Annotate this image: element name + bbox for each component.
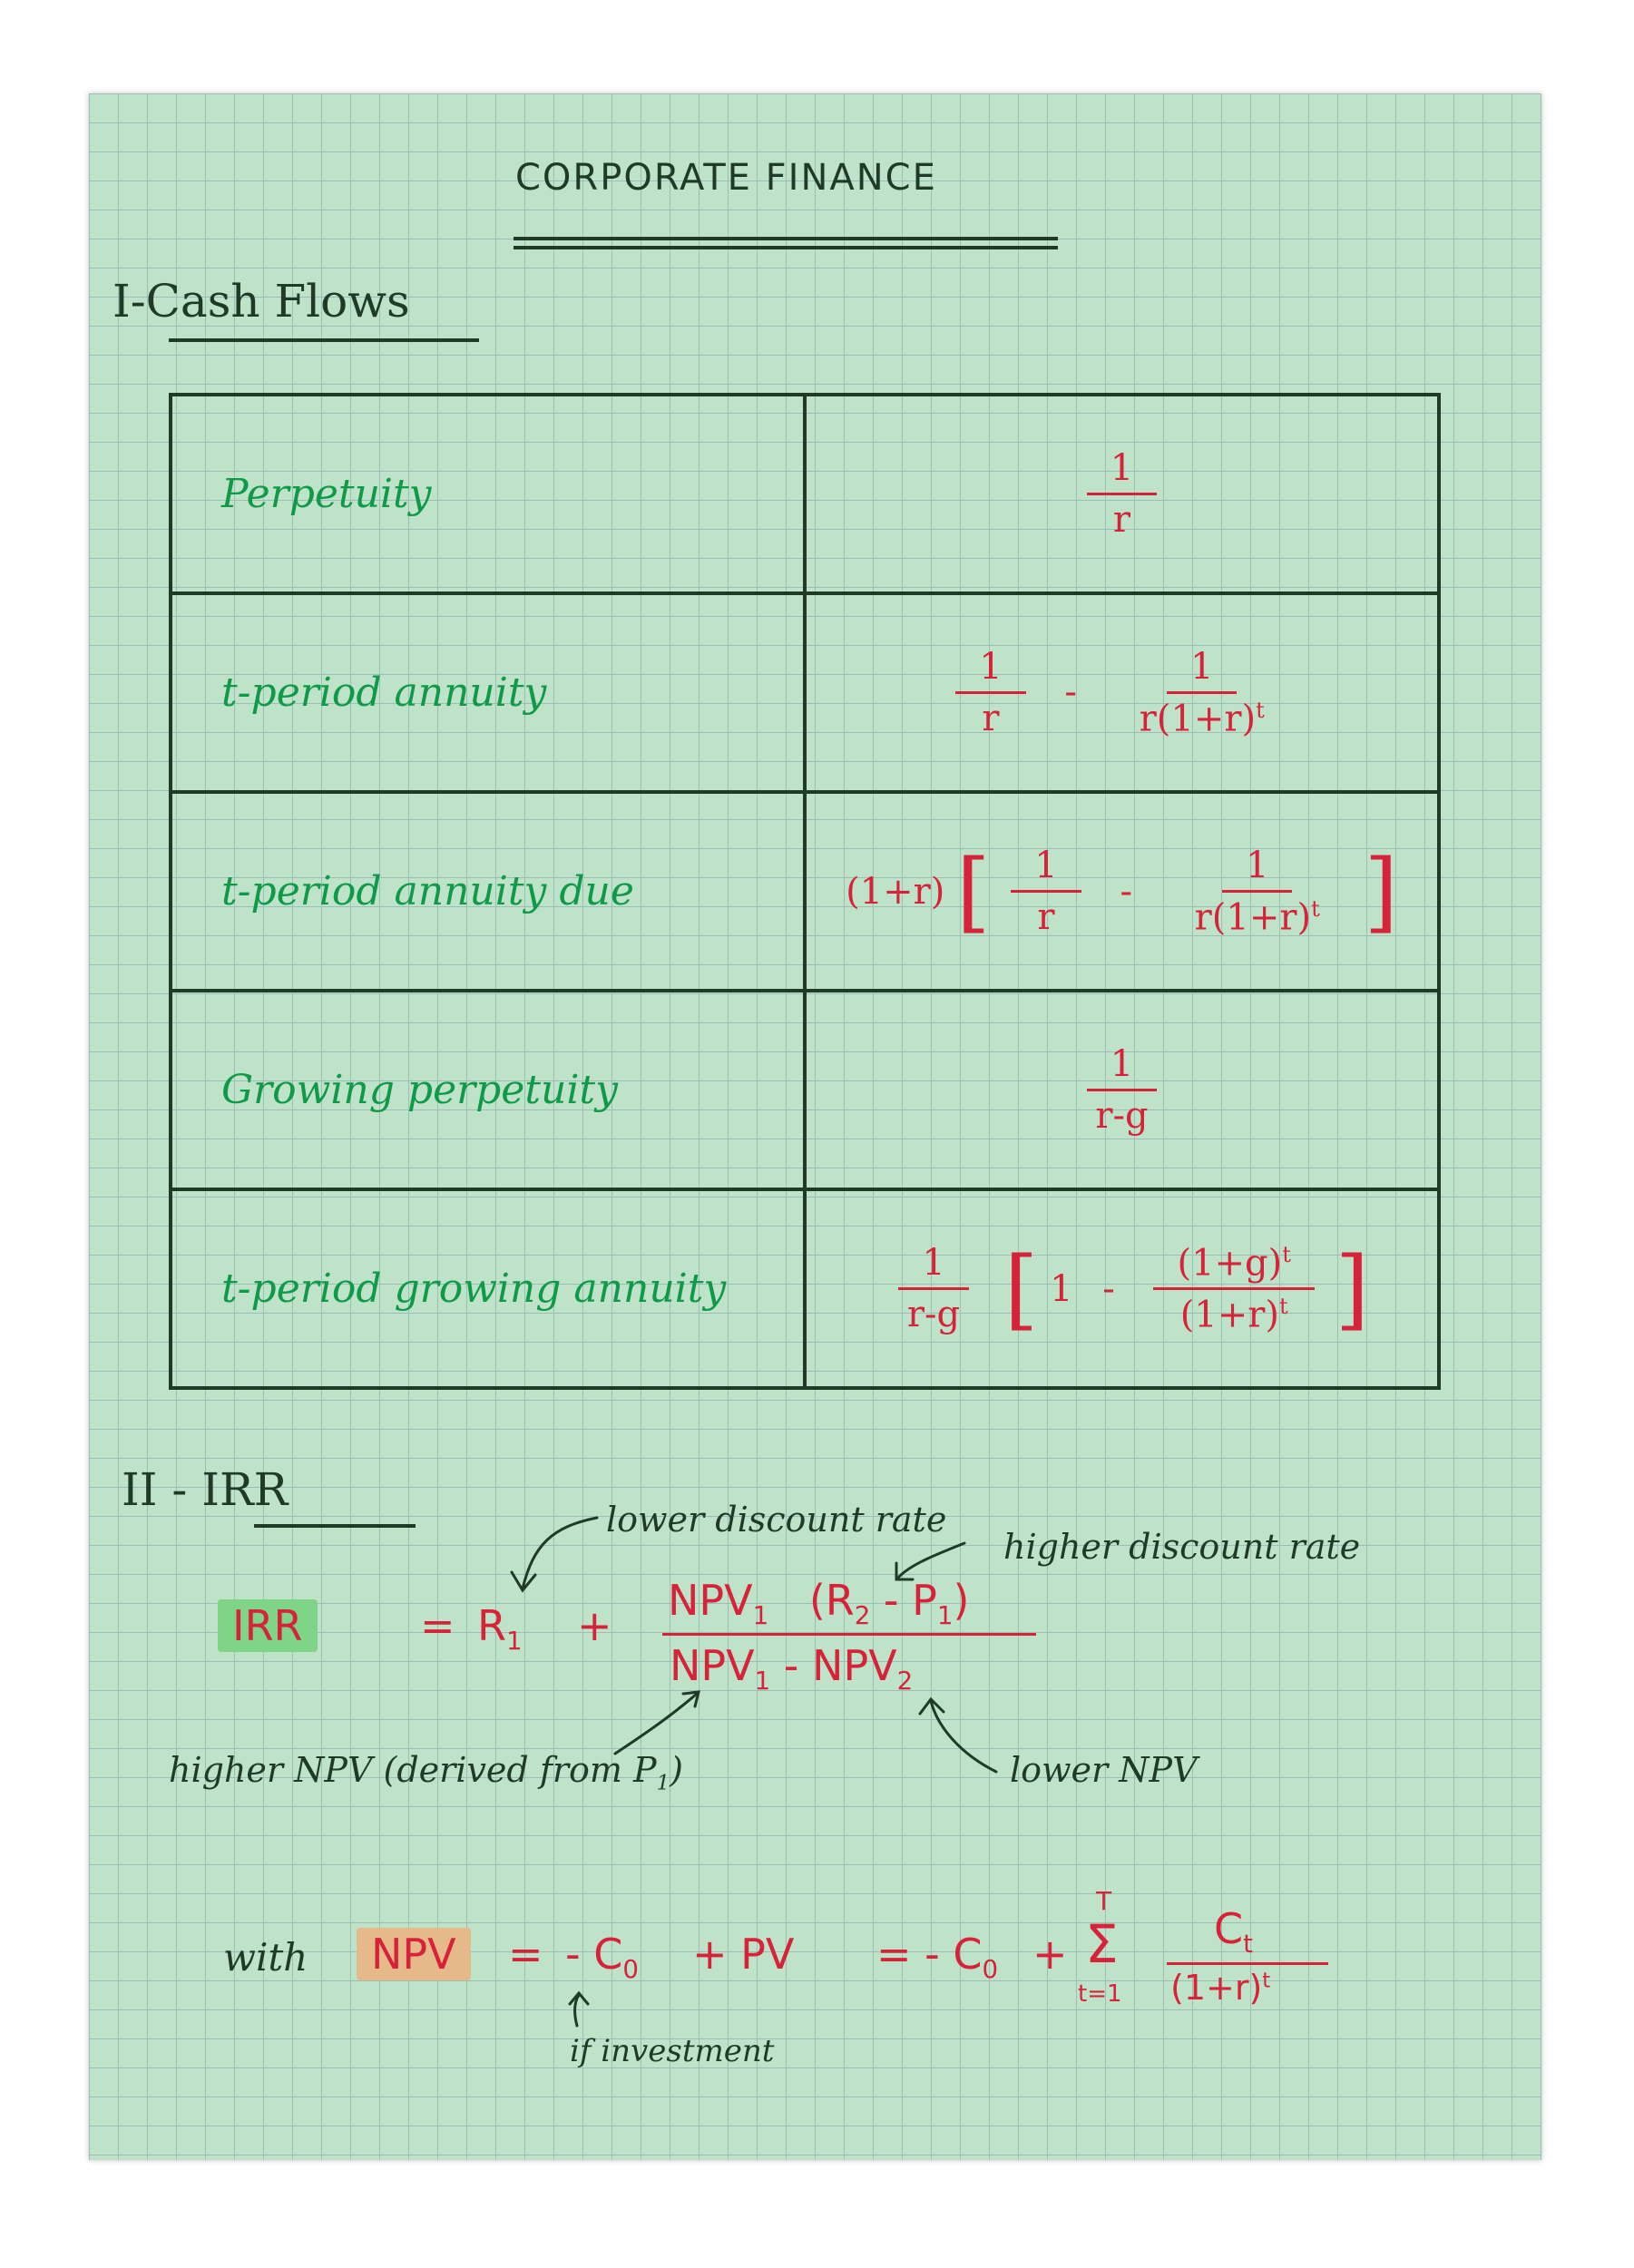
note-lower-npv: lower NPV — [1010, 1750, 1198, 1790]
arrow-higher-rate — [898, 1543, 964, 1578]
npv-with: with — [223, 1935, 308, 1980]
left-bracket: [ — [1003, 1237, 1039, 1340]
notebook-page — [89, 93, 1541, 2160]
npv-plus: + — [1032, 1930, 1068, 1979]
npv-ct: $C_t$ — [1214, 1904, 1253, 1960]
formula-growing-annuity: $\frac{1}{r-g}$ [ 1 - $\frac{(1+g)^t}{(1+r)^t}$ ] — [805, 1189, 1439, 1388]
npv-minus-c0: - $C_0$ — [565, 1930, 639, 1985]
note-lower-discount-rate: lower discount rate — [606, 1500, 947, 1540]
npv-eq2: = - $C_0$ — [876, 1930, 999, 1985]
formula-annuity: $\frac{1}{r}$ - $\frac{1}{r(1+r)^t}$ — [805, 593, 1439, 792]
page-title: CORPORATE FINANCE — [515, 157, 937, 199]
fraction: $\frac{1}{r-g}$ — [884, 1242, 983, 1335]
note-higher-npv: higher NPV (derived from $P_1$) — [169, 1750, 683, 1795]
left-bracket: [ — [956, 840, 991, 943]
row-label: Perpetuity — [171, 395, 805, 593]
npv-plus-pv: + PV — [692, 1930, 795, 1979]
irr-numerator: $NPV_1$ $(R_2 - P_1)$ — [668, 1576, 970, 1631]
arrow-higher-npv — [615, 1694, 697, 1754]
section-2-title: IRR — [201, 1463, 289, 1516]
npv-denominator: $(1+r)^t$ — [1170, 1968, 1271, 2008]
sum-symbol: Σ — [1085, 1913, 1119, 1975]
section-1-prefix: I- — [113, 275, 146, 327]
npv-label: NPV — [357, 1930, 471, 1979]
irr-label: IRR — [218, 1601, 318, 1650]
npv-equals: = — [508, 1930, 543, 1979]
note-higher-discount-rate: higher discount rate — [1003, 1527, 1361, 1567]
sum-lower-limit: t=1 — [1078, 1980, 1122, 2008]
row-label: t-period annuity — [171, 593, 805, 792]
right-bracket: ] — [1364, 840, 1398, 943]
sum-upper-limit: T — [1096, 1886, 1112, 1916]
note-if-investment: if investment — [570, 2033, 775, 2069]
fraction: $\frac{1}{r-g}$ — [1071, 1043, 1171, 1137]
formula-annuity-due: (1+r) [ $\frac{1}{r}$ - $\frac{1}{r(1+r)^t}$ ] — [805, 792, 1439, 991]
right-bracket: ] — [1335, 1237, 1370, 1340]
arrow-if-investment — [575, 1995, 579, 2026]
fraction: $\frac{1}{r(1+r)^t}$ — [1194, 844, 1320, 939]
row-label: t-period annuity due — [171, 792, 805, 991]
irr-equals: = — [420, 1601, 455, 1650]
section-2-prefix: II - — [122, 1463, 188, 1516]
row-label: Growing perpetuity — [171, 991, 805, 1189]
arrowhead-if-investment — [570, 1993, 588, 2004]
irr-r1: $R_1$ — [477, 1601, 523, 1657]
fraction: $\frac{1}{r}$ — [1011, 845, 1081, 938]
fraction: $\frac{1}{r}$ — [1087, 447, 1157, 541]
arrow-lower-npv — [931, 1701, 996, 1772]
irr-denominator: $NPV_1 - NPV_2$ — [670, 1641, 914, 1696]
fraction: $\frac{1}{r(1+r)^t}$ — [1139, 645, 1265, 740]
fraction: $\frac{(1+g)^t}{(1+r)^t}$ — [1153, 1242, 1314, 1336]
annotation-arrows — [89, 93, 1541, 2160]
row-label: t-period growing annuity — [171, 1189, 805, 1388]
irr-plus: + — [577, 1601, 612, 1650]
section-1-title: Cash Flows — [145, 275, 410, 327]
fraction: $\frac{1}{r}$ — [955, 646, 1025, 739]
